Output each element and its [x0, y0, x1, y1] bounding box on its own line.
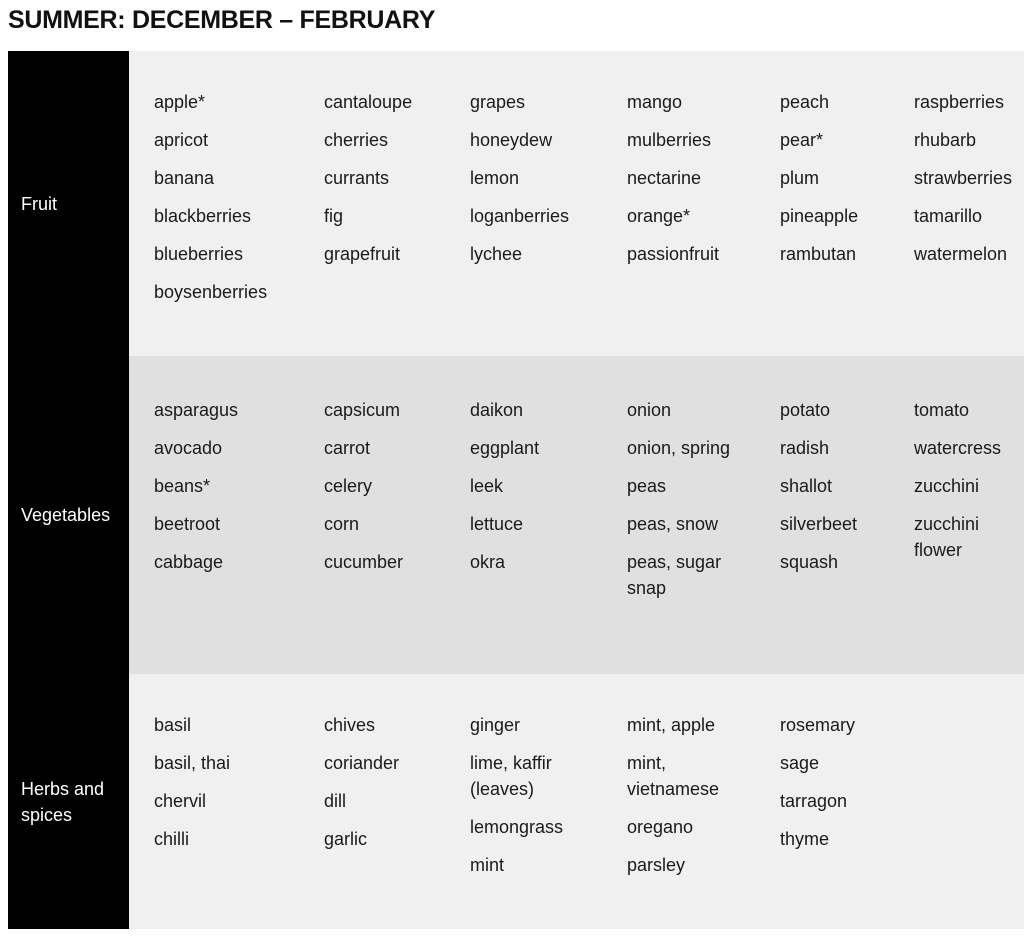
produce-item: garlic: [324, 829, 368, 849]
produce-item: plum: [780, 168, 820, 188]
produce-item: daikon: [470, 400, 524, 420]
item-column: [470, 712, 578, 890]
produce-item: celery: [324, 476, 373, 496]
produce-item: mint: [470, 855, 505, 875]
produce-item: zucchini: [914, 476, 980, 496]
item-column: [627, 712, 735, 890]
produce-item: basil, thai: [154, 753, 231, 773]
produce-item: chives: [324, 715, 376, 735]
produce-item: strawberries: [914, 168, 1013, 188]
category-label: Herbs and spices: [8, 674, 129, 929]
produce-item: onion: [627, 400, 672, 420]
produce-item: loganberries: [470, 206, 570, 226]
produce-item: lychee: [470, 244, 523, 264]
produce-item: peach: [780, 92, 830, 112]
produce-item: nectarine: [627, 168, 702, 188]
produce-item: cantaloupe: [324, 92, 413, 112]
produce-item: thyme: [780, 829, 830, 849]
produce-item: peas, snow: [627, 514, 719, 534]
produce-item: beetroot: [154, 514, 221, 534]
item-column: [780, 89, 858, 279]
produce-item: watermelon: [914, 244, 1008, 264]
items-grid: [129, 674, 1024, 929]
produce-item: corn: [324, 514, 360, 534]
produce-item: apple*: [154, 92, 206, 112]
item-column: [324, 712, 399, 864]
produce-item: pear*: [780, 130, 824, 150]
produce-item: blueberries: [154, 244, 244, 264]
produce-item: peas, sugar snap: [627, 552, 722, 598]
produce-item: grapes: [470, 92, 526, 112]
produce-item: boysenberries: [154, 282, 268, 302]
produce-item: avocado: [154, 438, 223, 458]
item-column: [627, 397, 735, 613]
produce-item: fig: [324, 206, 344, 226]
produce-item: rosemary: [780, 715, 856, 735]
produce-item: silverbeet: [780, 514, 858, 534]
produce-item: asparagus: [154, 400, 239, 420]
produce-item: lemongrass: [470, 817, 564, 837]
produce-item: mint, apple: [627, 715, 716, 735]
produce-item: okra: [470, 552, 506, 572]
produce-item: mango: [627, 92, 683, 112]
item-column: [470, 89, 569, 279]
item-column: [324, 89, 412, 279]
produce-item: apricot: [154, 130, 209, 150]
produce-item: blackberries: [154, 206, 252, 226]
produce-item: leek: [470, 476, 504, 496]
produce-item: onion, spring: [627, 438, 731, 458]
produce-item: lime, kaffir (leaves): [470, 753, 552, 799]
page-title: SUMMER: DECEMBER – FEBRUARY: [8, 6, 436, 34]
produce-item: capsicum: [324, 400, 401, 420]
item-column: [154, 397, 238, 587]
produce-item: beans*: [154, 476, 211, 496]
produce-item: zucchini flower: [914, 514, 980, 560]
item-column: [470, 397, 539, 587]
produce-item: watercress: [914, 438, 1002, 458]
category-label: Vegetables: [8, 356, 129, 674]
produce-item: basil: [154, 715, 192, 735]
item-column: [780, 712, 855, 864]
produce-item: tarragon: [780, 791, 848, 811]
produce-item: passionfruit: [627, 244, 720, 264]
item-column: [154, 89, 267, 317]
produce-item: shallot: [780, 476, 833, 496]
produce-item: coriander: [324, 753, 400, 773]
items-grid: [129, 51, 1024, 356]
fruit-row: [8, 51, 1024, 356]
items-grid: [129, 356, 1024, 674]
produce-item: banana: [154, 168, 215, 188]
produce-item: cucumber: [324, 552, 404, 572]
produce-item: radish: [780, 438, 830, 458]
produce-item: cherries: [324, 130, 389, 150]
produce-item: rhubarb: [914, 130, 977, 150]
produce-item: pineapple: [780, 206, 859, 226]
produce-item: mulberries: [627, 130, 712, 150]
produce-item: orange*: [627, 206, 691, 226]
produce-item: oregano: [627, 817, 694, 837]
produce-item: eggplant: [470, 438, 540, 458]
item-column: [627, 89, 719, 279]
produce-item: chilli: [154, 829, 190, 849]
item-column: [914, 397, 1022, 575]
produce-item: lettuce: [470, 514, 524, 534]
produce-item: currants: [324, 168, 390, 188]
item-column: [154, 712, 230, 864]
herbs-row: [8, 674, 1024, 929]
produce-item: cabbage: [154, 552, 224, 572]
produce-item: potato: [780, 400, 831, 420]
vegetables-row: [8, 356, 1024, 674]
produce-item: parsley: [627, 855, 686, 875]
produce-item: sage: [780, 753, 820, 773]
produce-item: squash: [780, 552, 839, 572]
produce-item: tamarillo: [914, 206, 983, 226]
produce-item: lemon: [470, 168, 520, 188]
produce-item: raspberries: [914, 92, 1005, 112]
produce-item: mint, vietnamese: [627, 753, 720, 799]
produce-item: rambutan: [780, 244, 857, 264]
produce-item: ginger: [470, 715, 521, 735]
produce-item: grapefruit: [324, 244, 401, 264]
item-column: [324, 397, 403, 587]
produce-item: tomato: [914, 400, 970, 420]
produce-item: honeydew: [470, 130, 553, 150]
produce-item: chervil: [154, 791, 207, 811]
produce-table: [8, 51, 1024, 929]
produce-item: dill: [324, 791, 347, 811]
item-column: [780, 397, 857, 587]
category-label: Fruit: [8, 51, 129, 356]
produce-item: carrot: [324, 438, 371, 458]
item-column: [914, 89, 1012, 279]
produce-item: peas: [627, 476, 667, 496]
